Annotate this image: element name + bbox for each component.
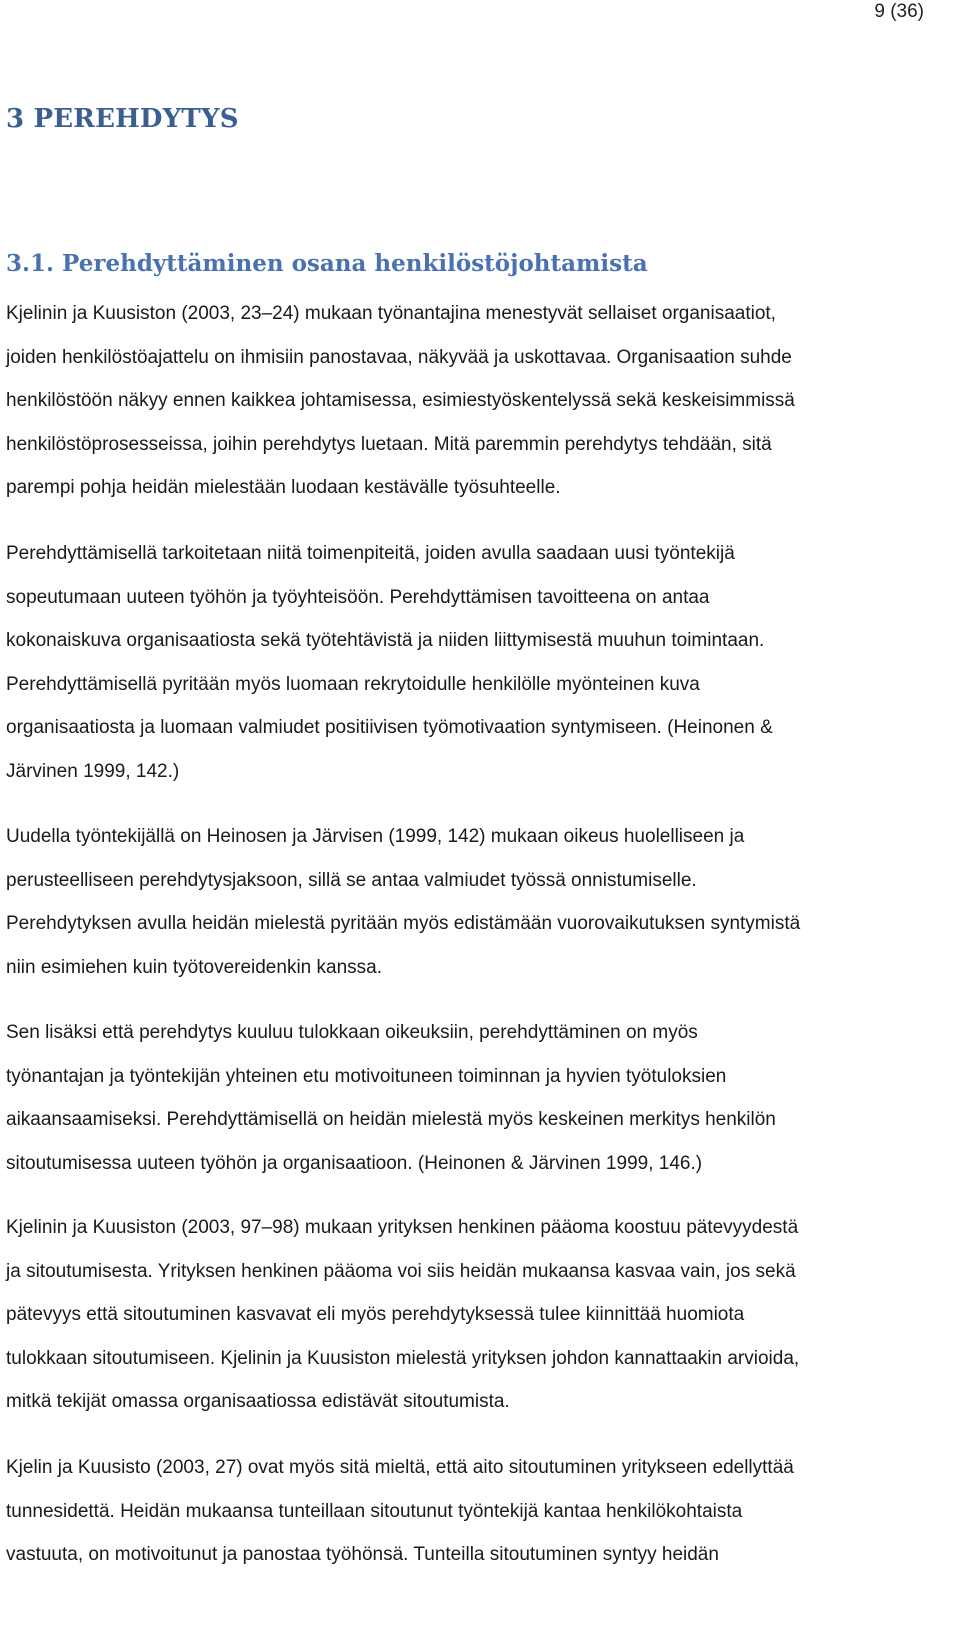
- section-heading: 3.1. Perehdyttäminen osana henkilöstöjohtamista: [6, 250, 648, 277]
- text-line: Perehdytyksen avulla heidän mielestä pyritään myös edistämään vuorovaikutuksen syntymistä: [6, 913, 801, 934]
- text-line: ja sitoutumisesta. Yrityksen henkinen pääoma voi siis heidän mukaansa kasvaa vain, jos sekä: [6, 1260, 796, 1282]
- text-line: aikaansaamiseksi. Perehdyttämisellä on heidän mielestä myös keskeinen merkitys henkilön: [6, 1109, 776, 1130]
- text-line: Kjelinin ja Kuusiston (2003, 23–24) mukaan työnantajina menestyvät sellaiset organisaatiot,: [6, 303, 776, 324]
- text-line: tunnesidettä. Heidän mukaansa tunteillaan sitoutunut työntekijä kantaa henkilökohtaista: [6, 1500, 743, 1522]
- text-line: henkilöstöprosesseissa, joihin perehdytys luetaan. Mitä paremmin perehdytys tehdään, sitä: [6, 433, 772, 455]
- text-line: organisaatiosta ja luomaan valmiudet positiivisen työmotivaation syntymiseen. (Heinonen &: [6, 717, 773, 738]
- text-line: kokonaiskuva organisaatiosta sekä työtehtävistä ja niiden liittymisestä muuhun toimintaan.: [6, 630, 765, 651]
- text-line: parempi pohja heidän mielestään luodaan kestävälle työsuhteelle.: [6, 477, 561, 498]
- paragraph-6: [6, 1446, 936, 1577]
- text-line: sitoutumisessa uuteen työhön ja organisaatioon. (Heinonen & Järvinen 1999, 146.): [6, 1152, 703, 1174]
- chapter-heading: 3 PEREHDYTYS: [6, 104, 239, 134]
- text-line: Järvinen 1999, 142.): [6, 760, 180, 782]
- paragraph-5: [6, 1206, 936, 1424]
- paragraph-4: [6, 1011, 936, 1185]
- text-line: Uudella työntekijällä on Heinosen ja Järvisen (1999, 142) mukaan oikeus huolelliseen ja: [6, 826, 745, 847]
- text-line: niin esimiehen kuin työtovereidenkin kanssa.: [6, 956, 382, 978]
- text-line: Sen lisäksi että perehdytys kuuluu tulokkaan oikeuksiin, perehdyttäminen on myös: [6, 1022, 698, 1043]
- text-line: Perehdyttämisellä tarkoitetaan niitä toimenpiteitä, joiden avulla saadaan uusi työntekijä: [6, 543, 735, 564]
- text-line: Kjelin ja Kuusisto (2003, 27) ovat myös sitä mieltä, että aito sitoutuminen yritykseen edellyttää: [6, 1457, 794, 1478]
- text-line: joiden henkilöstöajattelu on ihmisiin panostavaa, näkyvää ja uskottavaa. Organisaation suhde: [6, 346, 792, 368]
- text-line: vastuuta, on motivoitunut ja panostaa työhönsä. Tunteilla sitoutuminen syntyy heidän: [6, 1544, 719, 1565]
- text-line: työnantajan ja työntekijän yhteinen etu motivoituneen toiminnan ja hyvien työtuloksien: [6, 1065, 727, 1087]
- paragraph-3: [6, 815, 936, 989]
- text-line: tulokkaan sitoutumiseen. Kjelinin ja Kuusiston mielestä yrityksen johdon kannattaakin arvioida,: [6, 1347, 800, 1369]
- text-line: Perehdyttämisellä pyritään myös luomaan rekrytoidulle henkilölle myönteinen kuva: [6, 673, 700, 695]
- text-line: perusteelliseen perehdytysjaksoon, sillä se antaa valmiudet työssä onnistumiselle.: [6, 869, 697, 891]
- paragraph-2: [6, 532, 936, 793]
- text-line: henkilöstöön näkyy ennen kaikkea johtamisessa, esimiestyöskentelyssä sekä keskeisimmissä: [6, 390, 795, 411]
- paragraph-1: [6, 292, 936, 510]
- text-line: mitkä tekijät omassa organisaatiossa edistävät sitoutumista.: [6, 1391, 510, 1412]
- text-line: pätevyys että sitoutuminen kasvavat eli myös perehdytyksessä tulee kiinnittää huomiota: [6, 1304, 745, 1325]
- text-line: Kjelinin ja Kuusiston (2003, 97–98) mukaan yrityksen henkinen pääoma koostuu pätevyydestä: [6, 1217, 799, 1238]
- page-number: 9 (36): [874, 1, 924, 22]
- text-line: sopeutumaan uuteen työhön ja työyhteisöön. Perehdyttämisen tavoitteena on antaa: [6, 586, 710, 608]
